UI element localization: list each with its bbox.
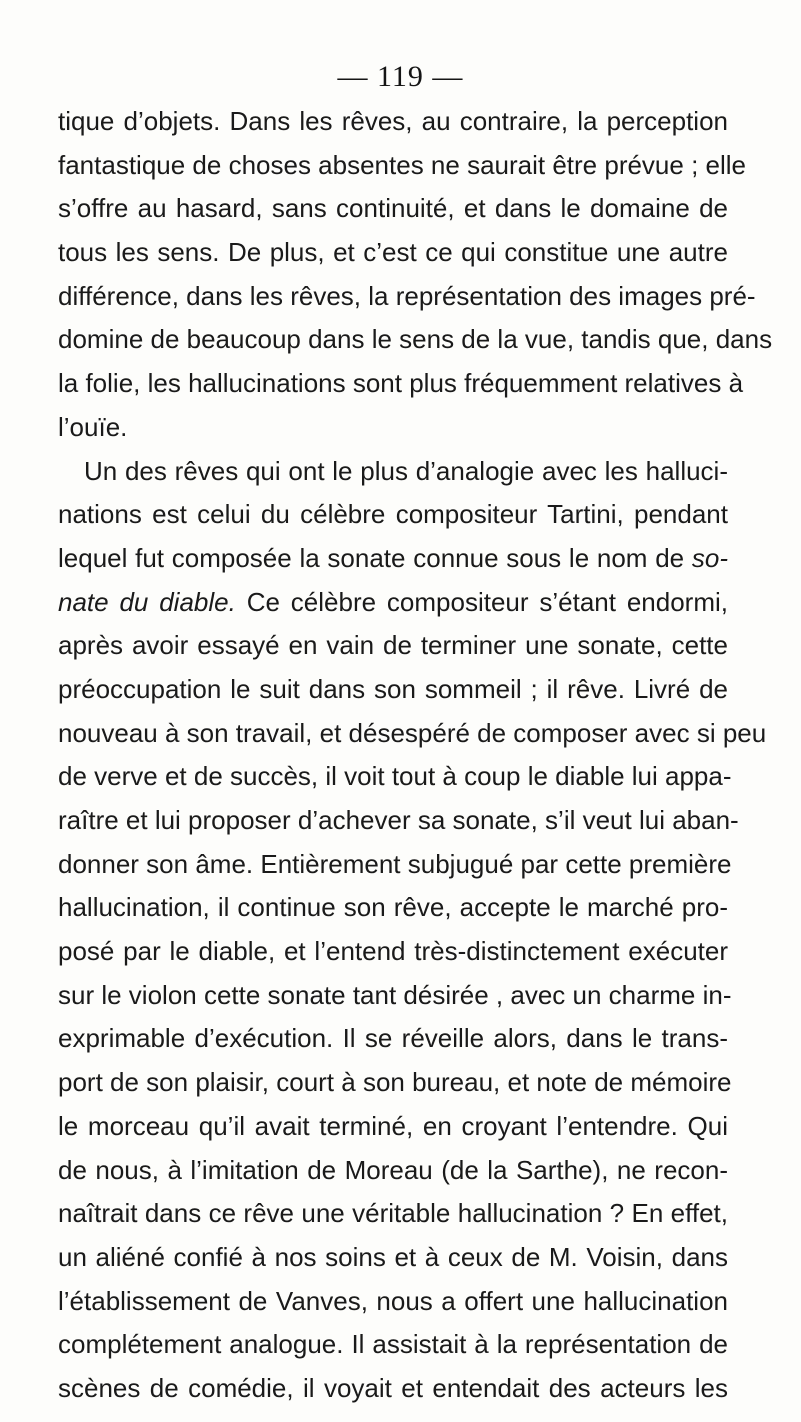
text-line: un aliéné confié à nos soins et à ceux de M. Voisin, dans bbox=[58, 1241, 728, 1272]
text-line: s’offre au hasard, sans continuité, et dans le domaine de bbox=[58, 193, 728, 224]
text-line: fantastique de choses absentes ne saurait être prévue ; elle bbox=[58, 149, 746, 180]
text-line: naîtrait dans ce rêve une véritable hallucination ? En effet, bbox=[58, 1198, 728, 1229]
text-line bbox=[58, 537, 728, 581]
text-line: l’établissement de Vanves, nous a offert une hallucination bbox=[58, 1285, 728, 1316]
text-fragment: Ce célèbre compositeur s’étant endormi, bbox=[246, 586, 728, 617]
text-line: de verve et de succès, il voit tout à coup le diable lui appa- bbox=[58, 761, 732, 792]
text-line: complétement analogue. Il assistait à la représentation de bbox=[58, 1329, 728, 1360]
text-line: tique d’objets. Dans les rêves, au contraire, la perception bbox=[58, 106, 728, 136]
body-text bbox=[58, 100, 773, 1411]
text-line: la folie, les hallucinations sont plus fréquemment relatives à bbox=[58, 368, 744, 399]
text-line: donner son âme. Entièrement subjugué par cette première bbox=[58, 848, 732, 879]
text-line: posé par le diable, et l’entend très-distinctement exécuter bbox=[58, 936, 728, 967]
text-line: hallucination, il continue son rêve, accepte le marché pro- bbox=[58, 892, 728, 923]
text-line: port de son plaisir, court à son bureau, et note de mémoire bbox=[58, 1067, 732, 1098]
text-line: l’ouïe. bbox=[58, 411, 128, 442]
text-line: nouveau à son travail, et désespéré de composer avec si peu bbox=[58, 717, 767, 748]
text-line: domine de beaucoup dans le sens de la vue, tandis que, dans bbox=[58, 324, 773, 355]
page-number: — 119 — bbox=[337, 60, 464, 93]
text-line: différence, dans les rêves, la représentation des images pré- bbox=[58, 280, 756, 311]
text-line bbox=[58, 581, 728, 625]
text-line: Un des rêves qui ont le plus d’analogie avec les halluci- bbox=[84, 455, 728, 486]
text-line: le morceau qu’il avait terminé, en croyant l’entendre. Qui bbox=[58, 1110, 728, 1141]
text-line: sur le violon cette sonate tant désirée , avec un charme in- bbox=[58, 979, 732, 1010]
text-line: scènes de comédie, il voyait et entendait des acteurs les bbox=[58, 1372, 728, 1403]
italic-title: so- bbox=[691, 542, 728, 573]
italic-title: nate du diable. bbox=[58, 586, 236, 617]
text-line: de nous, à l’imitation de Moreau (de la Sarthe), ne recon- bbox=[58, 1154, 728, 1185]
text-line: exprimable d’exécution. Il se réveille alors, dans le trans- bbox=[58, 1023, 728, 1054]
text-line: préoccupation le suit dans son sommeil ; il rêve. Livré de bbox=[58, 673, 728, 704]
text-line: nations est celui du célèbre compositeur Tartini, pendant bbox=[58, 499, 728, 530]
text-line: tous les sens. De plus, et c’est ce qui constitue une autre bbox=[58, 237, 728, 268]
text-line: après avoir essayé en vain de terminer une sonate, cette bbox=[58, 630, 728, 661]
text-line: raître et lui proposer d’achever sa sonate, s’il veut lui aban- bbox=[58, 805, 739, 835]
text-fragment: lequel fut composée la sonate connue sous le nom de bbox=[58, 542, 685, 573]
